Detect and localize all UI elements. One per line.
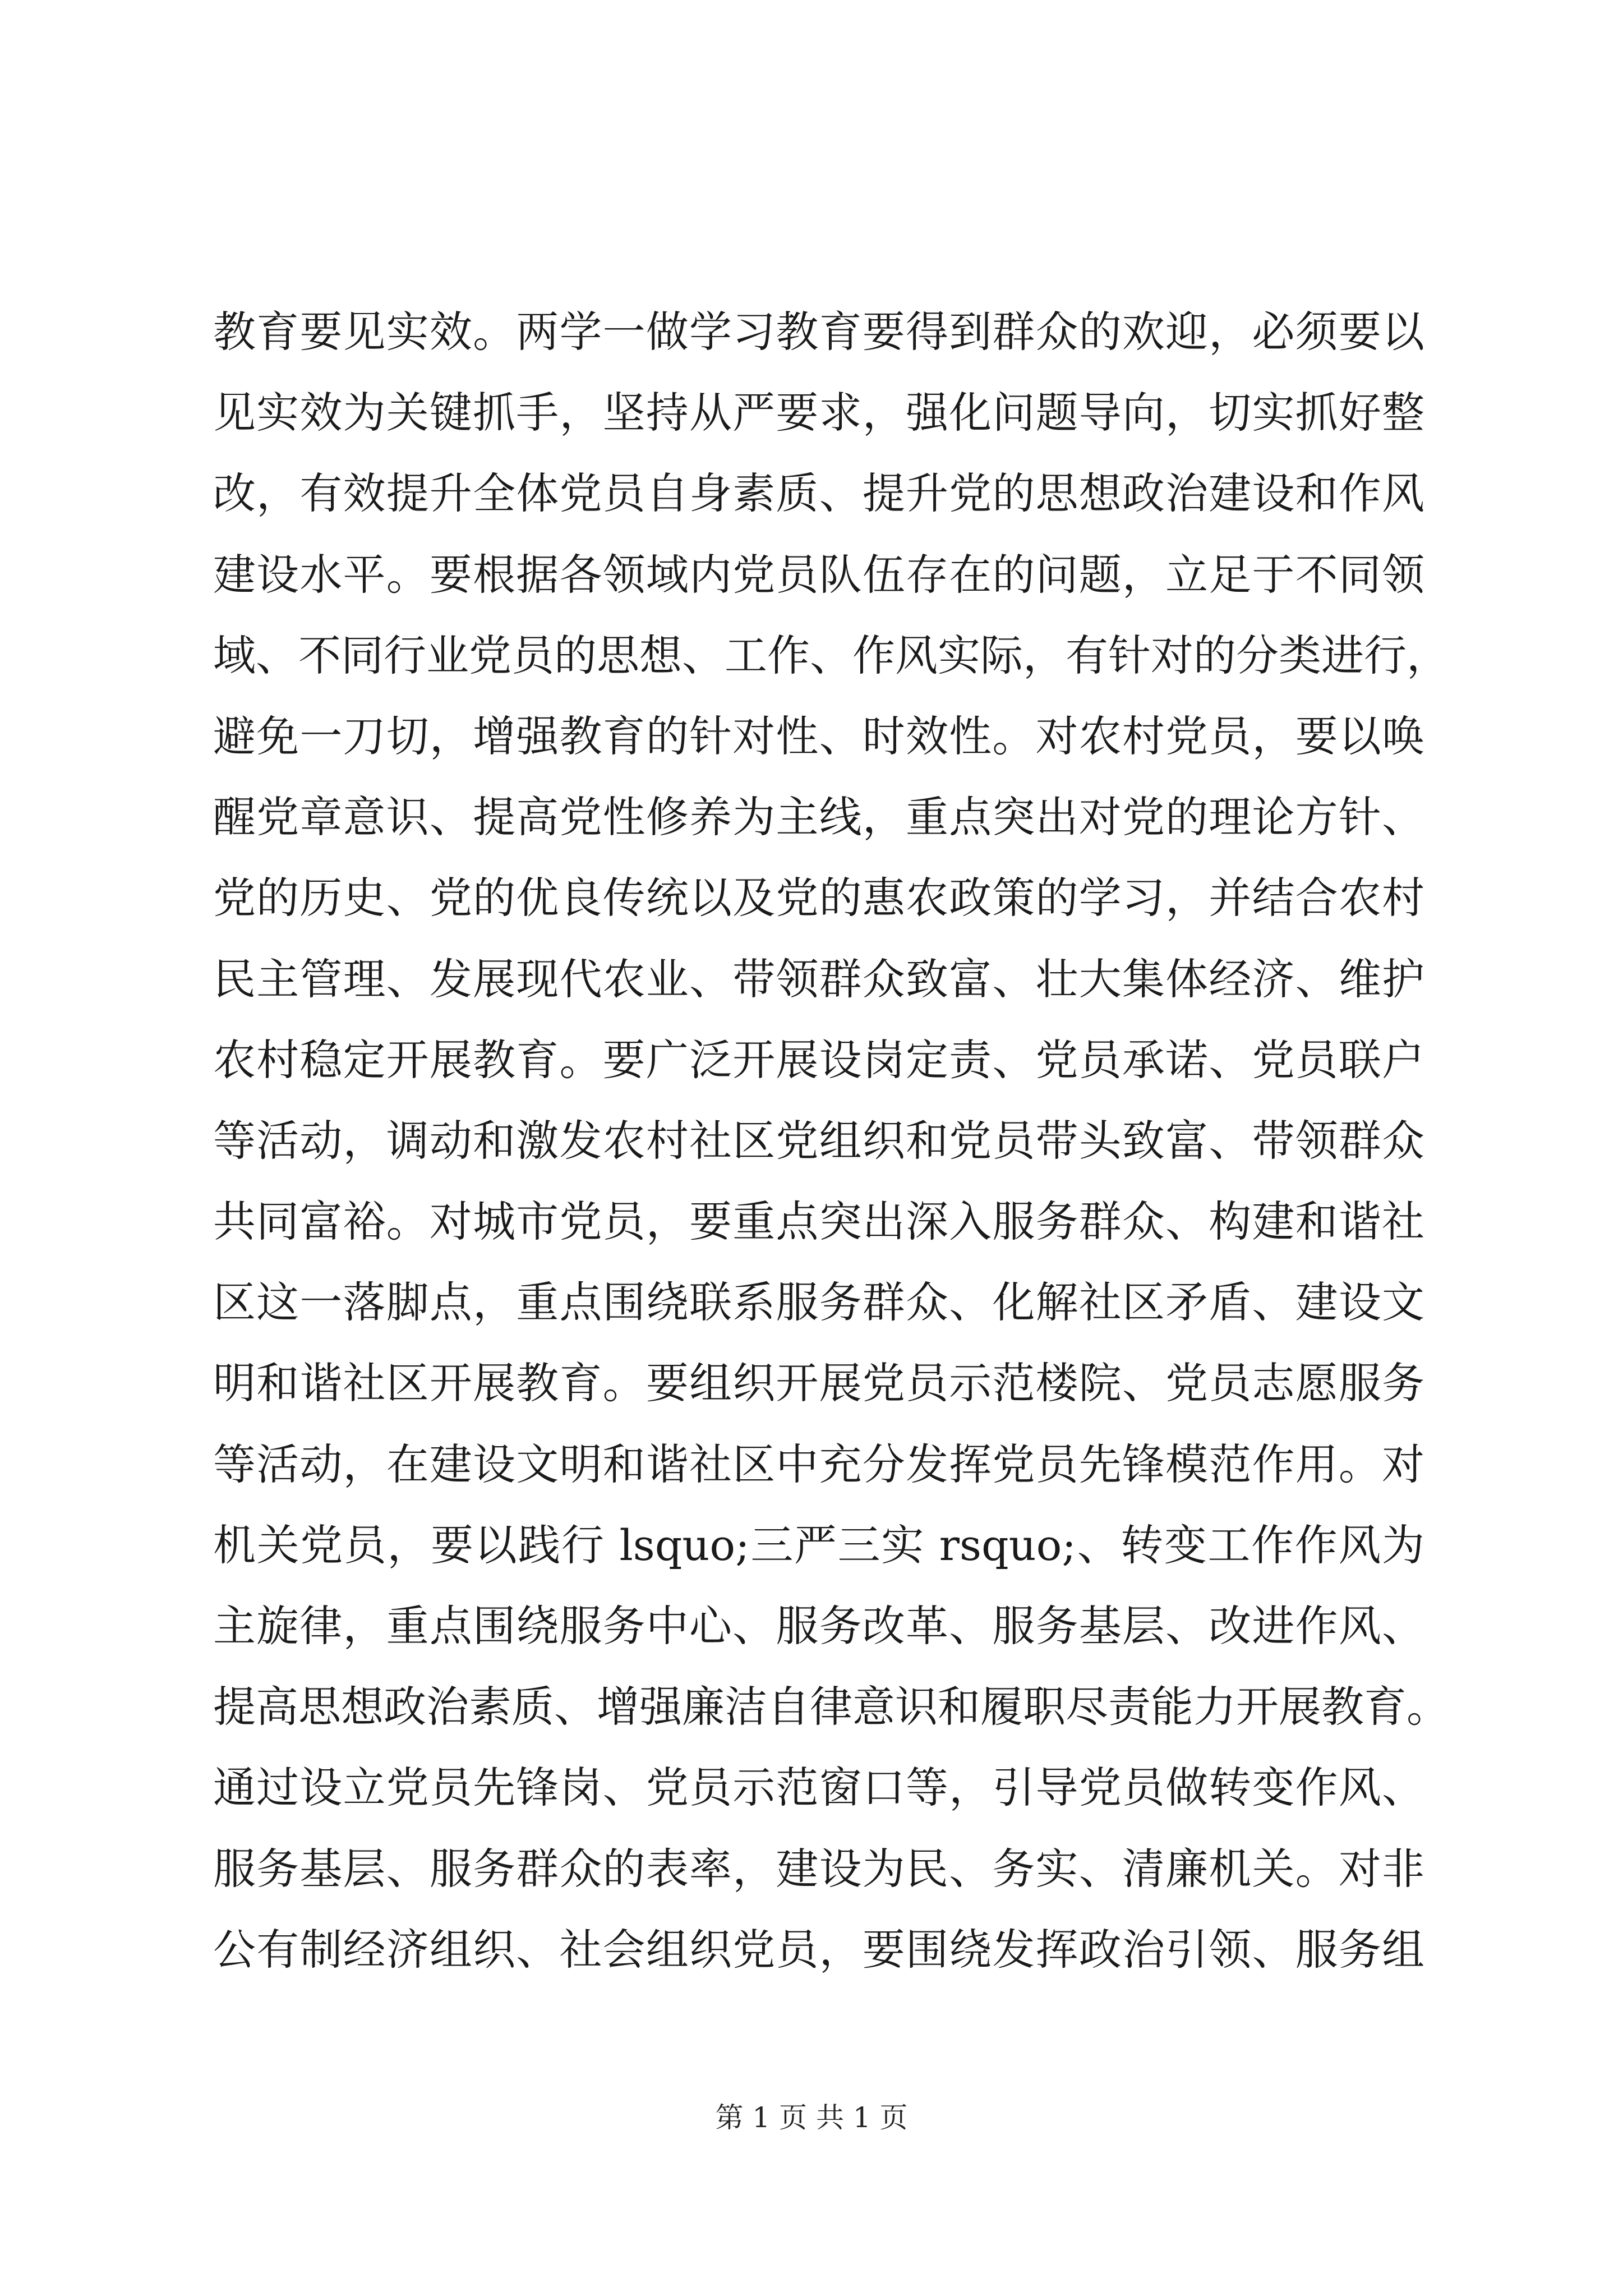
text-line: 共同富裕。对城市党员，要重点突出深入服务群众、构建和谐社 xyxy=(213,1197,1424,1247)
text-line: 建设水平。要根据各领域内党员队伍存在的问题，立足于不同领 xyxy=(213,549,1424,600)
text-line: 服务基层、服务群众的表率，建设为民、务实、清廉机关。对非 xyxy=(213,1843,1424,1894)
text-line: 机关党员，要以践行 lsquo;三严三实 rsquo;、转变工作作风为 xyxy=(213,1520,1424,1570)
text-line: 改，有效提升全体党员自身素质、提升党的思想政治建设和作风 xyxy=(213,468,1424,519)
text-line: 提高思想政治素质、增强廉洁自律意识和履职尽责能力开展教育。 xyxy=(213,1682,1449,1732)
text-line: 通过设立党员先锋岗、党员示范窗口等，引导党员做转变作风、 xyxy=(213,1763,1424,1813)
body-text xyxy=(213,292,1449,1990)
text-line: 党的历史、党的优良传统以及党的惠农政策的学习，并结合农村 xyxy=(213,873,1424,923)
text-line: 民主管理、发展现代农业、带领群众致富、壮大集体经济、维护 xyxy=(213,954,1424,1004)
text-line: 农村稳定开展教育。要广泛开展设岗定责、党员承诺、党员联户 xyxy=(213,1034,1424,1085)
text-line: 公有制经济组织、社会组织党员，要围绕发挥政治引领、服务组 xyxy=(213,1924,1424,1975)
page-footer: 第 1 页 共 1 页 xyxy=(715,2101,908,2134)
text-line: 主旋律，重点围绕服务中心、服务改革、服务基层、改进作风、 xyxy=(213,1601,1424,1651)
text-line: 醒党章意识、提高党性修养为主线，重点突出对党的理论方针、 xyxy=(213,792,1424,843)
text-line: 域、不同行业党员的思想、工作、作风实际，有针对的分类进行， xyxy=(213,630,1449,680)
text-line: 教育要见实效。两学一做学习教育要得到群众的欢迎，必须要以 xyxy=(213,307,1424,357)
text-line: 区这一落脚点，重点围绕联系服务群众、化解社区矛盾、建设文 xyxy=(213,1277,1424,1328)
text-line: 等活动，调动和激发农村社区党组织和党员带头致富、带领群众 xyxy=(213,1115,1424,1166)
text-line: 见实效为关键抓手，坚持从严要求，强化问题导向，切实抓好整 xyxy=(213,388,1424,438)
text-line: 避免一刀切，增强教育的针对性、时效性。对农村党员，要以唤 xyxy=(213,711,1424,761)
text-line: 等活动，在建设文明和谐社区中充分发挥党员先锋模范作用。对 xyxy=(213,1439,1424,1489)
text-line: 明和谐社区开展教育。要组织开展党员示范楼院、党员志愿服务 xyxy=(213,1358,1424,1409)
